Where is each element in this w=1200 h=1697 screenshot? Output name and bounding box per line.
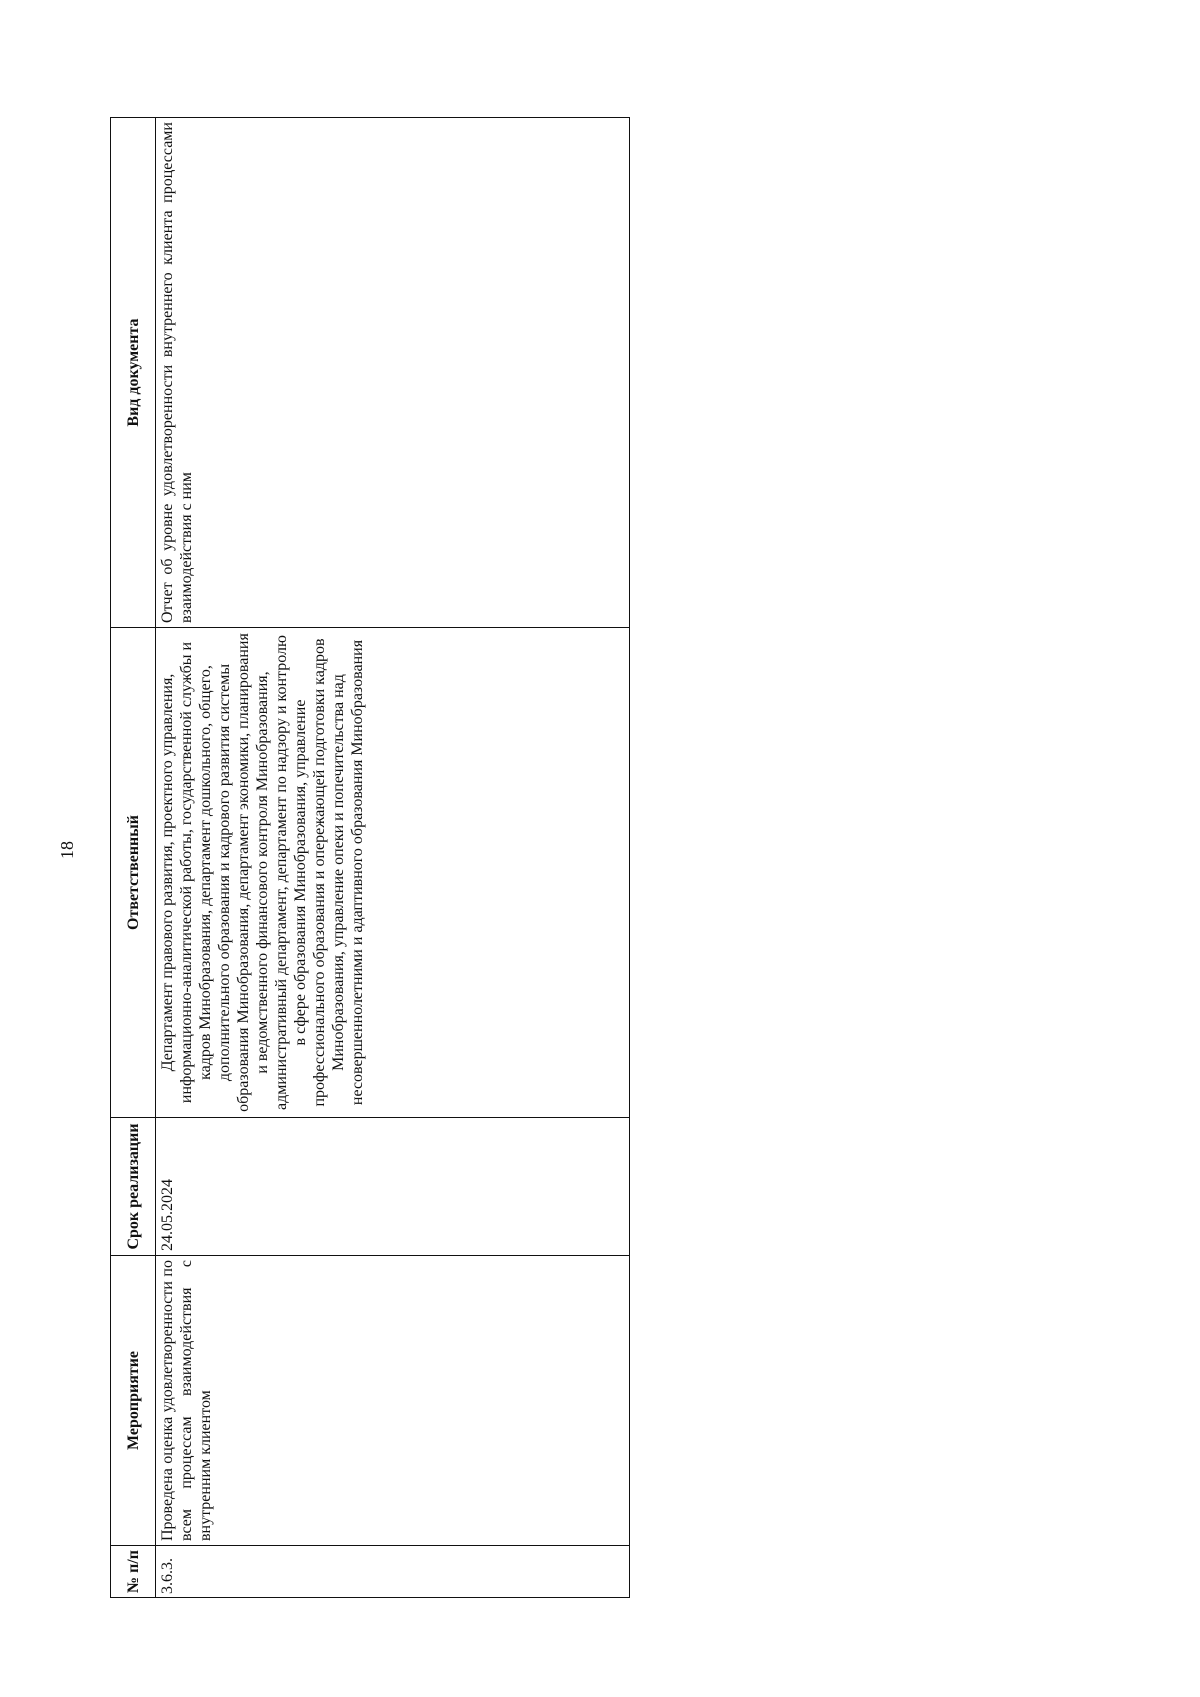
header-responsible: Ответственный (111, 628, 156, 1118)
table-header-row (111, 118, 156, 1598)
cell-event: Проведена оценка удовлетворенности по всем процессам взаимодействия с внутренним клиентом (156, 1256, 630, 1546)
cell-number: 3.6.3. (156, 1546, 630, 1598)
cell-deadline: 24.05.2024 (156, 1118, 630, 1256)
cell-responsible: Департамент правового развития, проектного управления, информационно-аналитической работы, государственной службы и кадров Минобразования, департамент дошкольного, общего, дополнительного образования и кадрового развития системы образования Минобразования, департамент экономики, планирования и ведомственного финансового контроля Минобразования, административный департамент, департамент по надзору и контролю в сфере образования Минобразования, управление профессионального образования и опережающей подготовки кадров Минобразования, управление опеки и попечительства над несовершеннолетними и адаптивного образования Минобразования (156, 628, 630, 1118)
page-number: 18 (57, 841, 77, 859)
rotated-table-area (110, 118, 630, 1598)
events-table (110, 117, 630, 1598)
header-event: Мероприятие (111, 1256, 156, 1546)
header-number: № п/п (111, 1546, 156, 1598)
header-document-type: Вид документа (111, 118, 156, 628)
table-row (156, 118, 630, 1598)
cell-document-type: Отчет об уровне удовлетворенности внутреннего клиента процессами взаимодействия с ним (156, 118, 630, 628)
header-deadline: Срок реализации (111, 1118, 156, 1256)
table-sheet (110, 118, 630, 1598)
